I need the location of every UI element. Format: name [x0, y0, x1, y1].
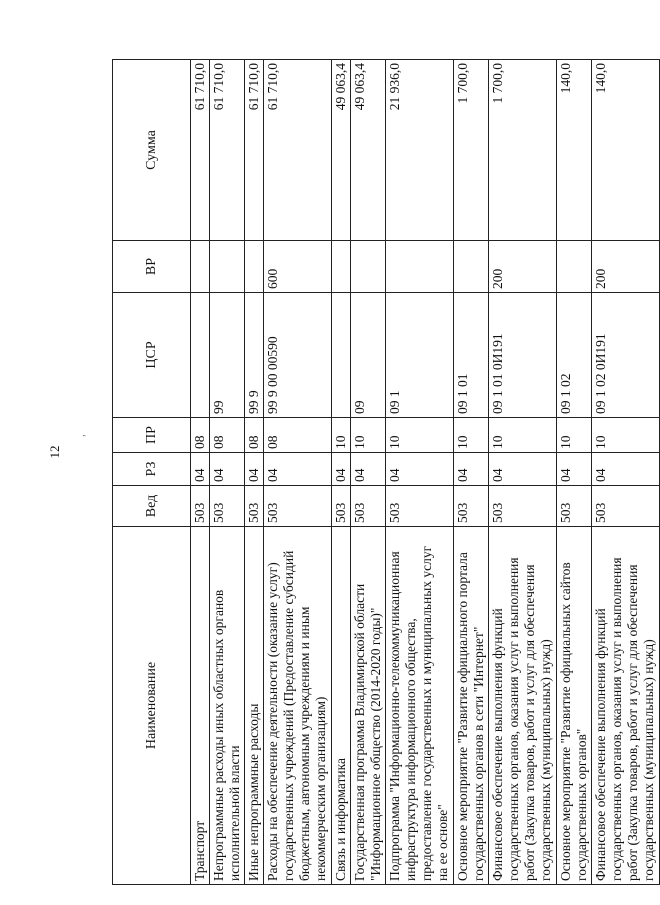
- cell-name: Подпрограмма "Информационно-телекоммуникационная инфраструктура информационного общества, предоставление государственных и муниципальных услуг на ее основе": [386, 527, 454, 885]
- cell-ved: 503: [210, 486, 245, 527]
- table-row: [351, 60, 386, 885]
- cell-rz: 04: [557, 453, 592, 486]
- cell-csr: 09 1 02 0И191: [592, 293, 660, 418]
- cell-name: Финансовое обеспечение выполнения функций государственных органов, оказания услуг и выполнения работ (Закупка товаров, работ и услуг для обеспечения государственных (муниципальных) нужд): [489, 527, 557, 885]
- cell-rz: 04: [210, 453, 245, 486]
- cell-vr: [245, 241, 264, 293]
- table-row: [557, 60, 592, 885]
- cell-sum: 61 710,0: [191, 60, 210, 241]
- table-row: [264, 60, 332, 885]
- cell-name: Транспорт: [191, 527, 210, 885]
- cell-rz: 04: [454, 453, 489, 486]
- cell-ved: 503: [489, 486, 557, 527]
- cell-csr: 09 1 01 0И191: [489, 293, 557, 418]
- cell-ved: 503: [386, 486, 454, 527]
- cell-name: Государственная программа Владимирской области "Информационное общество (2014-2020 годы)": [351, 527, 386, 885]
- header-vr: ВР: [113, 241, 191, 293]
- cell-sum: 1 700,0: [489, 60, 557, 241]
- cell-name: Основное мероприятие "Развитие официального портала государственных органов в сети "Интернет": [454, 527, 489, 885]
- cell-vr: [454, 241, 489, 293]
- cell-vr: [332, 241, 351, 293]
- rotated-page-content: [112, 60, 657, 885]
- cell-ved: 503: [264, 486, 332, 527]
- header-sum: Сумма: [113, 60, 191, 241]
- cell-csr: 99 9 00 00590: [264, 293, 332, 418]
- cell-rz: 04: [386, 453, 454, 486]
- cell-csr: 99: [210, 293, 245, 418]
- cell-vr: [210, 241, 245, 293]
- table-header-row: [113, 60, 191, 885]
- header-ved: Вед: [113, 486, 191, 527]
- cell-ved: 503: [351, 486, 386, 527]
- table-row: [245, 60, 264, 885]
- cell-rz: 04: [489, 453, 557, 486]
- cell-csr: 99 9: [245, 293, 264, 418]
- cell-vr: [351, 241, 386, 293]
- cell-pr: 10: [489, 418, 557, 453]
- cell-csr: 09 1 02: [557, 293, 592, 418]
- cell-csr: 09 1: [386, 293, 454, 418]
- table-row: [332, 60, 351, 885]
- cell-name: Расходы на обеспечение деятельности (оказание услуг) государственных учреждений (Предоставление субсидий бюджетным, автономным учреждениям и иным некоммерческим организациям): [264, 527, 332, 885]
- cell-ved: 503: [454, 486, 489, 527]
- cell-pr: 10: [592, 418, 660, 453]
- header-pr: ПР: [113, 418, 191, 453]
- cell-sum: 140,0: [592, 60, 660, 241]
- cell-sum: 49 063,4: [332, 60, 351, 241]
- cell-vr: [557, 241, 592, 293]
- cell-pr: 10: [351, 418, 386, 453]
- cell-pr: 10: [557, 418, 592, 453]
- cell-rz: 04: [332, 453, 351, 486]
- cell-sum: 61 710,0: [210, 60, 245, 241]
- cell-pr: 10: [332, 418, 351, 453]
- cell-vr: 200: [489, 241, 557, 293]
- cell-csr: [332, 293, 351, 418]
- cell-rz: 04: [351, 453, 386, 486]
- cell-csr: 09 1 01: [454, 293, 489, 418]
- cell-rz: 04: [264, 453, 332, 486]
- cell-pr: 08: [245, 418, 264, 453]
- page-number: 12: [47, 445, 62, 459]
- cell-name: Основное мероприятие "Развитие официальных сайтов государственных органов": [557, 527, 592, 885]
- cell-sum: 61 710,0: [245, 60, 264, 241]
- cell-name: Связь и информатика: [332, 527, 351, 885]
- budget-table: [112, 59, 660, 885]
- cell-vr: 600: [264, 241, 332, 293]
- cell-ved: 503: [191, 486, 210, 527]
- cell-sum: 61 710,0: [264, 60, 332, 241]
- cell-ved: 503: [245, 486, 264, 527]
- header-csr: ЦСР: [113, 293, 191, 418]
- cell-pr: 10: [454, 418, 489, 453]
- cell-vr: [386, 241, 454, 293]
- cell-sum: 1 700,0: [454, 60, 489, 241]
- header-rz: РЗ: [113, 453, 191, 486]
- cell-pr: 08: [210, 418, 245, 453]
- cell-pr: 10: [386, 418, 454, 453]
- cell-rz: 04: [191, 453, 210, 486]
- cell-ved: 503: [592, 486, 660, 527]
- table-row: [386, 60, 454, 885]
- cell-name: Иные непрограммные расходы: [245, 527, 264, 885]
- cell-csr: [191, 293, 210, 418]
- cell-name: Финансовое обеспечение выполнения функций государственных органов, оказания услуг и выполнения работ (Закупка товаров, работ и услуг для обеспечения государственных (муниципальных) нужд): [592, 527, 660, 885]
- table-row: [210, 60, 245, 885]
- cell-csr: 09: [351, 293, 386, 418]
- cell-ved: 503: [332, 486, 351, 527]
- cell-sum: 49 063,4: [351, 60, 386, 241]
- table-row: [489, 60, 557, 885]
- cell-sum: 140,0: [557, 60, 592, 241]
- cell-name: Непрограммные расходы иных областных органов исполнительной власти: [210, 527, 245, 885]
- table-row: [191, 60, 210, 885]
- cell-ved: 503: [557, 486, 592, 527]
- cell-pr: 08: [264, 418, 332, 453]
- stray-mark: ,: [75, 434, 87, 437]
- cell-vr: 200: [592, 241, 660, 293]
- table-row: [592, 60, 660, 885]
- cell-sum: 21 936,0: [386, 60, 454, 241]
- header-name: Наименование: [113, 527, 191, 885]
- cell-rz: 04: [592, 453, 660, 486]
- cell-pr: 08: [191, 418, 210, 453]
- cell-rz: 04: [245, 453, 264, 486]
- table-row: [454, 60, 489, 885]
- cell-vr: [191, 241, 210, 293]
